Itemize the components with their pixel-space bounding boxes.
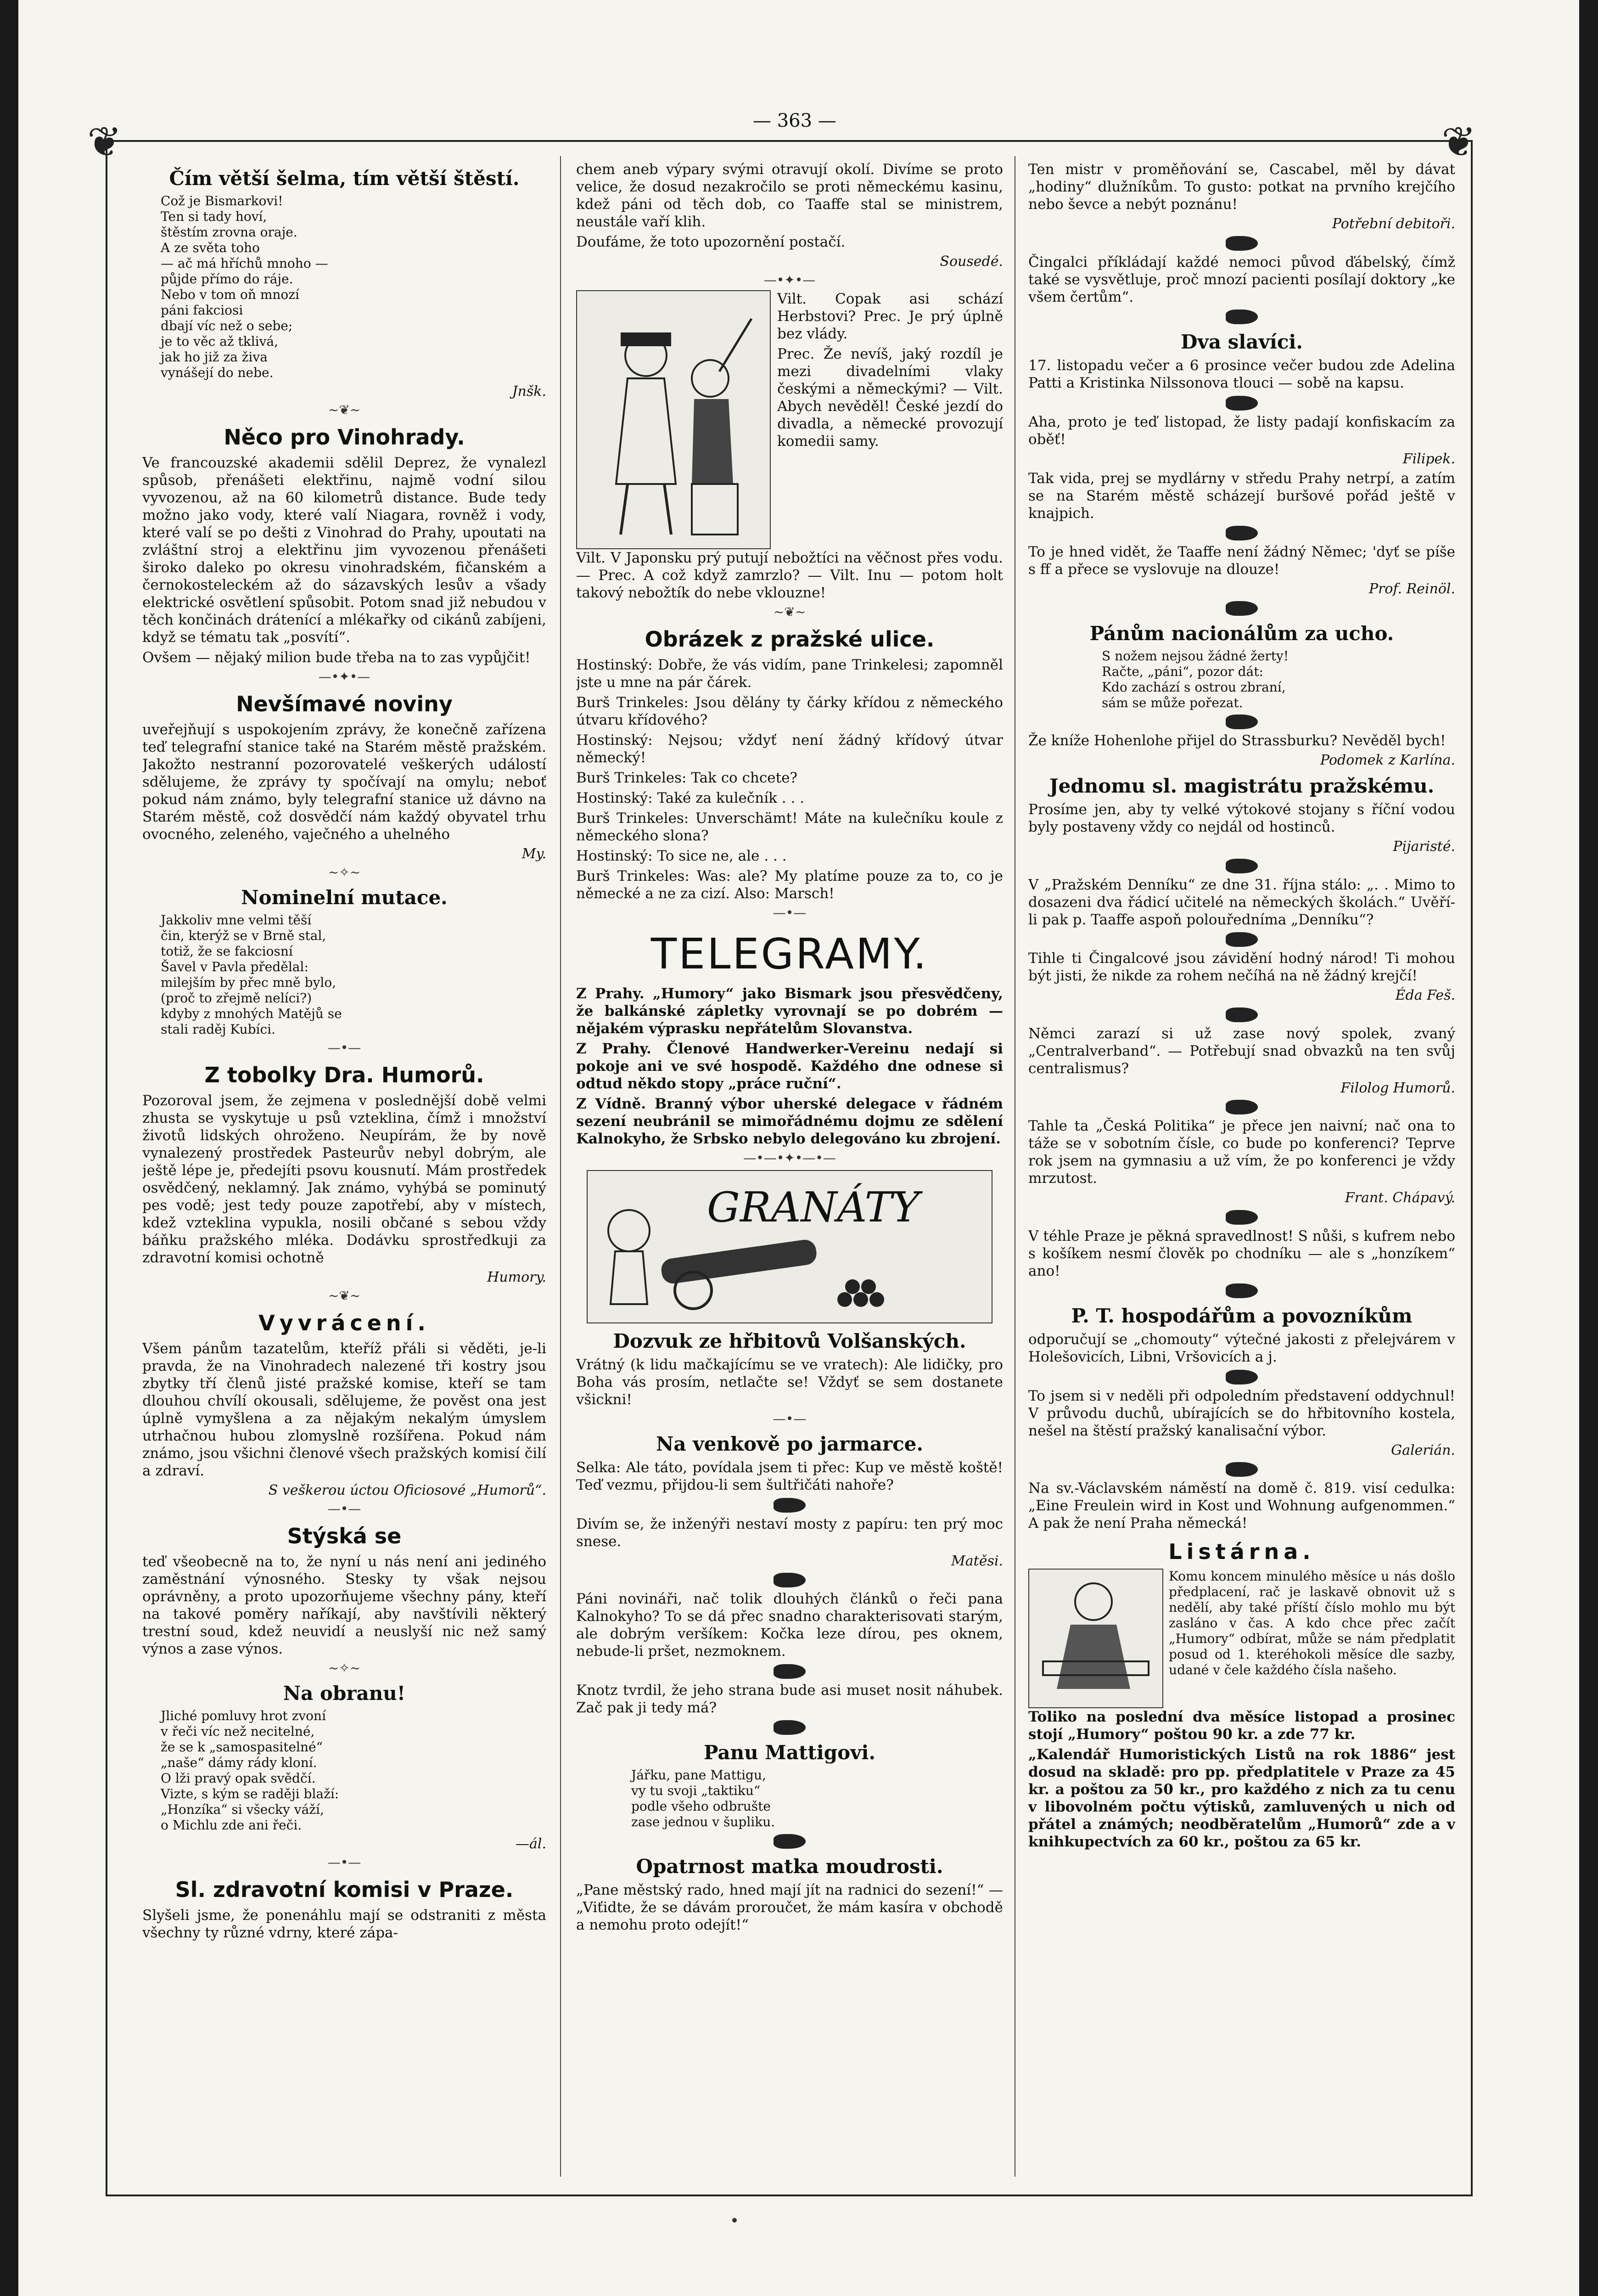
article-text: teď všeobecně na to, že nyní u nás není ani jediného zaměstnání výnosného. Stesky ty však nejsou oprávněny, a proto upozorňujeme všechny pány, kteří na takové poměry naříkají, aby navštívili některý trestní soud, kdež neuvidí a neuslyší nic než samý výnos a zase výnos.: [142, 1553, 546, 1657]
divider-ornament: ~✧~: [328, 865, 361, 880]
signature: Humory.: [487, 1269, 546, 1285]
dialog-line: Hostinský: Nejsou; vždyť není žádný křídový útvar německý!: [576, 732, 1003, 766]
article-text: Selka: Ale táto, povídala jsem ti přec: Kup ve městě koště! Teď vezmu, přijdou-li sem šultřičáti nahoře?: [576, 1459, 1003, 1493]
page-number: — 363 —: [753, 110, 836, 131]
article-title: Z tobolky Dra. Humorů.: [204, 1063, 484, 1087]
dialog-line: Burš Trinkeles: Unverschämt! Máte na kulečníku koule z německého slona?: [576, 810, 1003, 844]
signature: Galerián.: [1391, 1442, 1455, 1458]
hand-ornament: [1028, 394, 1455, 411]
column-3: [1028, 161, 1455, 2296]
article-text: V téhle Praze je pěkná spravedlnost! S nůši, s kufrem nebo s košíkem nesmí člověk po chodníku — ale s „honzíkem“ ano!: [1028, 1227, 1455, 1279]
two-men-drawing: [577, 291, 770, 548]
column-1: [142, 161, 546, 2296]
poem: S nožem nejsou žádné žerty! Račte, „páni“, pozor dát: Kdo zachází s ostrou zbraní, sám se může pořezat.: [1102, 648, 1289, 710]
divider-ornament: —•✦•—: [318, 669, 370, 684]
article-title: Panu Mattigovi.: [703, 1741, 876, 1764]
article-text: Komu koncem minulého měsíce u nás došlo předplacení, rač je laskavě obnovit už s nedělí, aby také příští číslo mohlo mu být zasláno v čas. A kdo chce přec začít „Humory“ odbírat, může se nám předplatit posud od 1. kteréhokoli měsíce dle sazby, udané v čele každého čísla našeho.: [1169, 1569, 1455, 1677]
hand-ornament: [576, 1833, 1003, 1849]
divider-ornament: ~❦~: [328, 402, 361, 417]
telegram-item: Z Prahy. Členové Handwerker-Vereinu nedají si pokoje ani ve své hospodě. Každého dne odnese si odtud někdo stopy „práce ruční“.: [576, 1041, 1003, 1092]
article-text: Čingalci příkládají každé nemoci původ ďábelský, čímž také se vysvětluje, proč mnozí pacienti posílají doktory „ke všem čertům“.: [1028, 253, 1455, 305]
article-text: Ve francouzské akademii sdělil Deprez, že vynalezl spůsob, přenášeti elektřinu, najmě vodní silou vyvozenou, až na 60 kilometrů distance. Bude tedy možno jako vody, které valí Niagara, rovněž i vody, které valí se po dešti z Vinohrad do Prahy, upoutati na zvláštní stroj a elektřinu jim vyvozenou přenášeti široko daleko po okresu vinohradském, fičanském a černokosteleckém až do sázavských lesův a všady elektrické osvětlení spůsobit. Potom snad již nebudou v těch končinách drátenící a mlékařky od cikánů zabíjeni, když se tématu tak „posvítí“.: [142, 455, 546, 646]
corner-ornament-right: ❦: [1441, 118, 1476, 166]
article-text: Pozoroval jsem, že zejmena v poslednější době velmi zhusta se vyskytuje u psů vzteklina, čímž i množství životů lidských ohroženo. Neupírám, že by nově vynalezený prostředek Pasteurův nebyl dobrým, ale ještě lépe je, předejíti psovu kousnutí. Mám prostředek osvědčený, neklamný. Jak známo, vyhýbá se pominutý pes vodě; jest tedy pouze zapotřebí, aby v místech, kdež vzteklina vypukla, nosili občané s sebou vždy báňku pražského mléka. Dodávku sprostředkuji za zdravotní komisi ochotně: [142, 1092, 546, 1266]
article-title: P. T. hospodářům a povozníkům: [1071, 1305, 1413, 1327]
signature: Pijaristé.: [1393, 838, 1455, 855]
poem: Jliché pomluvy hrot zvoní v řeči víc než necitelné, že se k „samospasitelné“ „naše“ dámy rády kloní. O lži pravý opak svědčí. Vizte, s kým se raději blaží: „Honzíka“ si všecky váží, o Michlu zde ani řeči.: [161, 1708, 339, 1833]
two-men-illustration: [576, 290, 771, 549]
dialog-line: Burš Trinkeles: Tak co chcete?: [576, 770, 798, 786]
article-title: Na venkově po jarmarce.: [656, 1433, 923, 1455]
listarna-illustration: [1028, 1569, 1163, 1708]
hand-ornament: [1028, 714, 1455, 730]
article-text: uveřejňují s uspokojením zprávy, že konečně zařízena teď telegrafní stanice také na Starém městě pražském. Jakožto nestranní pozorovatelé veškerých událostí sdělujeme, že zprávy ty spočívají na omylu; neboť pokud nám známo, byly telegrafní stanice už dávno na Starém městě, což dosvědčí nám každý obyvatel trhu ovocného, zeleného, vaječného a uhelného: [142, 721, 546, 843]
article-title: Dva slavíci.: [1181, 331, 1303, 353]
divider-ornament: ~✧~: [328, 1660, 361, 1676]
article-text: Páni novináři, nač tolik dlouhých článků o řeči pana Kalnokyho? To se dá přec snadno charakterisovati starým, ale dobrým veršíkem: Kočka leze dírou, pes oknem, nebude-li pršet, nezmoknem.: [576, 1591, 1003, 1660]
signature: —ál.: [515, 1836, 546, 1852]
article-text: To je hned vidět, že Taaffe není žádný Němec; 'dyť se píše s ff a přece se vyslovuje na dlouze!: [1028, 544, 1455, 578]
signature: Filolog Humorů.: [1340, 1080, 1455, 1096]
telegram-item: Z Vídně. Branný výbor uherské delegace v řádném sezení neubránil se mimořádnému dojmu ze sdělení Kalnokyho, že Srbsko nebylo delegováno ku zbrojení.: [576, 1096, 1003, 1147]
article-text: V „Pražském Denníku“ ze dne 31. října stálo: „. . Mimo to dosazeni dva řádicí učitelé na německých školách.“ Uvěří-li pak p. Taaffe aspoň polouředníma „Denníku“?: [1028, 876, 1455, 928]
column-2: [576, 161, 1003, 2296]
article-text: Divím se, že inženýři nestaví mosty z papíru: ten prý moc snese.: [576, 1515, 1003, 1550]
article-text: Vrátný (k lidu mačkajícímu se ve vratech): Ale lidičky, pro Boha vás prosím, netlačte se! Vždyť se sem dostanete všickni!: [576, 1356, 1003, 1408]
telegram-item: Z Prahy. „Humory“ jako Bismark jsou přesvědčeny, že balkánské zápletky vyrovnají se po dobrém — nějakém výprasku nepřátelům Slovanstva.: [576, 985, 1003, 1037]
article-text: Že kníže Hohenlohe přijel do Strassburku? Nevěděl bych!: [1028, 732, 1446, 749]
article-title: Čím větší šelma, tím větší štěstí.: [169, 167, 520, 190]
article-text: To jsem si v neděli při odpoledním představení oddychnul! V průvodu duchů, ubírajících se do hřbitovního kostela, nešel na štěstí pražský kanalisační výbor.: [1028, 1387, 1455, 1439]
poem: Jakkoliv mne velmi těší čin, kterýž se v Brně stal, totiž, že se fakciosní Šavel v Pavla předělal: milejším by přec mně bylo, (proč to zřejmě nelíci?) kdyby z mnohých Matějů se stali raděj Kubíci.: [161, 912, 342, 1037]
hand-ornament: [576, 1719, 1003, 1735]
divider-ornament: ~❦~: [773, 604, 806, 619]
article-title: Opatrnost matka moudrosti.: [636, 1855, 943, 1878]
hand-ornament: [1028, 1368, 1455, 1384]
cannon-drawing: [588, 1171, 992, 1322]
hand-ornament: [1028, 1006, 1455, 1022]
hand-ornament: [1028, 931, 1455, 947]
hand-ornament: [576, 1572, 1003, 1588]
hand-ornament: [1028, 1461, 1455, 1477]
hand-ornament: [1028, 525, 1455, 541]
signature: Filipek.: [1402, 450, 1455, 467]
signature: Podomek z Karlína.: [1320, 752, 1455, 768]
divider-ornament: —•—: [773, 905, 807, 920]
article-text: 17. listopadu večer a 6 prosince večer budou zde Adelina Patti a Kristinka Nilssonova tlouci — sobě na kapsu.: [1028, 357, 1455, 391]
divider-ornament: —•✦•—: [763, 272, 816, 287]
signature: Éda Feš.: [1395, 987, 1455, 1003]
article-text: Na sv.-Václavském náměstí na domě č. 819. visí cedulka: „Eine Freulein wird in Kost und Wohnung aufgenommen.“ A pak že není Praha německá!: [1028, 1480, 1455, 1531]
article-text: Prosíme jen, aby ty velké výtokové stojany s říční vodou byly postaveny vždy co nejdál od hostinců.: [1028, 801, 1455, 835]
signature: My.: [521, 846, 546, 862]
article-title: Jednomu sl. magistrátu pražskému.: [1049, 775, 1435, 797]
dialog-line: Burš Trinkeles: Was: ale? My platíme pouze za to, co je německé a ne za cizí. Also: Marsch!: [576, 868, 1003, 902]
hand-ornament: [1028, 600, 1455, 616]
page-sheet: [18, 0, 1579, 2296]
writer-drawing: [1029, 1570, 1162, 1707]
divider-ornament: —•—: [327, 1501, 361, 1516]
hand-ornament: [1028, 1209, 1455, 1225]
article-title: Nominelní mutace.: [241, 886, 448, 909]
listarna-title: Listárna.: [1168, 1539, 1315, 1564]
divider-ornament: ~❦~: [328, 1288, 361, 1303]
dialog-line: Vilt. V Japonsku prý putují nebožtíci na věčnost přes vodu. — Prec. A což když zamrzlo? — Vilt. Inu — potom holt takový nebožtík do nebe vklouzne!: [576, 550, 1003, 601]
signature: S veškerou úctou Oficiosové „Humorů“.: [268, 1482, 546, 1498]
article-text: odporučují se „chomouty“ výtečné jakosti z přelejvárem v Holešovicích, Libni, Vršovicích a j.: [1028, 1331, 1455, 1365]
hand-ornament: [576, 1497, 1003, 1513]
article-title: Obrázek z pražské ulice.: [645, 627, 935, 652]
signature: Prof. Reinöl.: [1368, 581, 1455, 597]
dialog-line: Vilt. Copak asi schází Herbstovi? Prec. Je prý úplně bez vlády.: [777, 291, 1003, 342]
article-title: Nevšímavé noviny: [236, 692, 453, 716]
article-text: Slyšeli jsme, že ponenáhlu mají se odstraniti z města všechny ty různé vdrny, které zápa-: [142, 1907, 546, 1941]
article-text: Tolikо na poslední dva měsíce listopad a prosinec stojí „Humory“ poštou 90 kr. a zde 77 kr.: [1028, 1709, 1455, 1743]
listarna-block: [1028, 1569, 1455, 1708]
article-text: Ten mistr v proměňování se, Cascabel, měl by dávat „hodiny“ dlužníkům. To gusto: potkat na prvního krejčího nebo ševce a nebýt poznánu!: [1028, 161, 1455, 213]
signature: Frant. Chápavý.: [1345, 1190, 1455, 1206]
article-text: „Pane městský rado, hned mají jít na radnici do sezení!“ — „Viťidte, že se dávám proroučet, že mám kasíra v obchodě a nemohu proto odejít!“: [576, 1881, 1003, 1933]
granaty-word: GRANÁTY: [707, 1183, 920, 1232]
article-text: Tak vida, prej se mydlárny v středu Prahy netrpí, a zatím se na Starém městě scházejí buršové pořád ještě v knajpich.: [1028, 470, 1455, 522]
article-text: Všem pánům tazatelům, kteříž přáli si věděti, je-li pravda, že na Vinohradech nalezené tři kostry jsou zbytky tří členů jisté pražské komise, kteří se tam dlouhou chvílí okousali, sdělujeme, že pověst ona jest úplně vymyšlena a za nějakým nekalým úmyslem utrhačnou hubou zlomyslně rozšířena. Pokud nám známo, jsou všichni členové všech pražských komisí čilí a zdraví.: [142, 1340, 546, 1479]
article-title: Něco pro Vinohrady.: [224, 425, 465, 450]
dialog-line: Hostinský: Dobře, že vás vidím, pane Trinkelesi; zapomněl jste u mne na pár čárek.: [576, 657, 1003, 691]
article-text: chem aneb výpary svými otravují okolí. Divíme se proto velice, že dosud nezakročilo se proti německému kasinu, kdež páni od těch dob, co Taaffe stal se ministrem, neustále vaří klih.: [576, 161, 1003, 230]
hand-ornament: [1028, 309, 1455, 325]
hand-ornament: [1028, 235, 1455, 251]
corner-ornament-left: ❦: [87, 118, 122, 166]
signature: Potřební debitoři.: [1332, 216, 1455, 232]
article-text: „Kalendář Humoristických Listů na rok 1886“ jest dosud na skladě: pro pp. předplatitele v Praze za 45 kr. a poštou za 50 kr., pro každého z nich za tu cenu v libovolném počtu výtisků, zamluvených u nich od přátel a známých; neodběratelům „Humorů“ zde a v knihkupectvích za 60 kr., poštou za 65 kr.: [1028, 1746, 1455, 1850]
dialog-line: Prec. Že nevíš, jaký rozdíl je mezi divadelními vlaky českými a německými? — Vilt. Abych nevěděl! České jezdí do divadla, a německé provozují komedii samy.: [777, 346, 1003, 450]
divider-ornament: —•—: [327, 1040, 361, 1055]
telegramy-heading: TELEGRAMY.: [650, 929, 929, 979]
article-title: Pánům nacionálům za ucho.: [1089, 622, 1394, 645]
granaty-illustration: [587, 1170, 992, 1323]
hand-ornament: [1028, 1283, 1455, 1299]
column-rule-1: [560, 156, 561, 2177]
article-text: Doufáme, že toto upozornění postačí.: [576, 234, 846, 250]
dialog-line: Burš Trinkeles: Jsou dělány ty čárky křídou z německého útvaru křídového?: [576, 694, 1003, 728]
article-title: Vyvrácení.: [258, 1311, 430, 1335]
hand-ornament: [1028, 857, 1455, 873]
poem: Jářku, pane Mattigu, vy tu svoji „taktiku“ podle všeho odbrušte zase jednou v šupliku.: [631, 1767, 775, 1829]
divider-ornament: —•—•✦•—•—: [743, 1150, 836, 1165]
article-title: Sl. zdravotní komisi v Praze.: [175, 1877, 514, 1902]
poem: Což je Bismarkovi! Ten si tady hoví, štěstím zrovna oraje. A ze světa toho — ač má hříchů mnoho — půjde přímo do ráje. Nebo v tom oň mnozí páni fakciosi dbají víc než o sebe; je to věc až tklivá, jak ho již za živa vynášejí do nebe.: [161, 193, 328, 380]
dialog-line: Hostinský: Také za kulečník . . .: [576, 790, 805, 806]
article-text: Aha, proto je teď listopad, že listy padají konfiskacím za oběť!: [1028, 413, 1455, 448]
article-text: Němci zarazí si už zase nový spolek, zvaný „Centralverband“. — Potřebují snad obvazků na ten svůj centralismus?: [1028, 1025, 1455, 1077]
article-text: Ovšem — nějaký milion bude třeba na to zas vypůjčit!: [142, 649, 531, 666]
article-text: Knotz tvrdil, že jeho strana bude asi muset nosit náhubek. Zač pak ji tedy má?: [576, 1682, 1003, 1716]
article-title: Stýská se: [287, 1524, 402, 1548]
bottom-dot: [732, 2218, 737, 2223]
divider-ornament: —•—: [773, 1411, 807, 1426]
dialog-line: Hostinský: To sice ne, ale . . .: [576, 848, 787, 864]
divider-ornament: —•—: [327, 1855, 361, 1870]
hand-ornament: [576, 1663, 1003, 1679]
article-text: Tihle ti Čingalcové jsou závidění hodný národ! Ti mohou být jisti, že nikde za rohem nečíhá na ně žádný krejčí!: [1028, 950, 1455, 984]
signature: Sousedé.: [940, 253, 1003, 270]
article-title: Na obranu!: [283, 1682, 406, 1705]
signature: Matěsi.: [951, 1553, 1003, 1569]
illustrated-dialog: [576, 290, 1003, 549]
article-text: Tahle ta „Česká Politika“ je přece jen naivní; nač ona to táže se v sobotním čísle, co bude po konferenci? Teprve rok jsem na gymnasiu a už vím, že po konferenci je vždy mrzutost.: [1028, 1118, 1455, 1187]
article-title: Dozvuk ze hřbitovů Volšanských.: [613, 1330, 966, 1352]
hand-ornament: [1028, 1099, 1455, 1115]
signature: Jnšk.: [512, 383, 546, 400]
